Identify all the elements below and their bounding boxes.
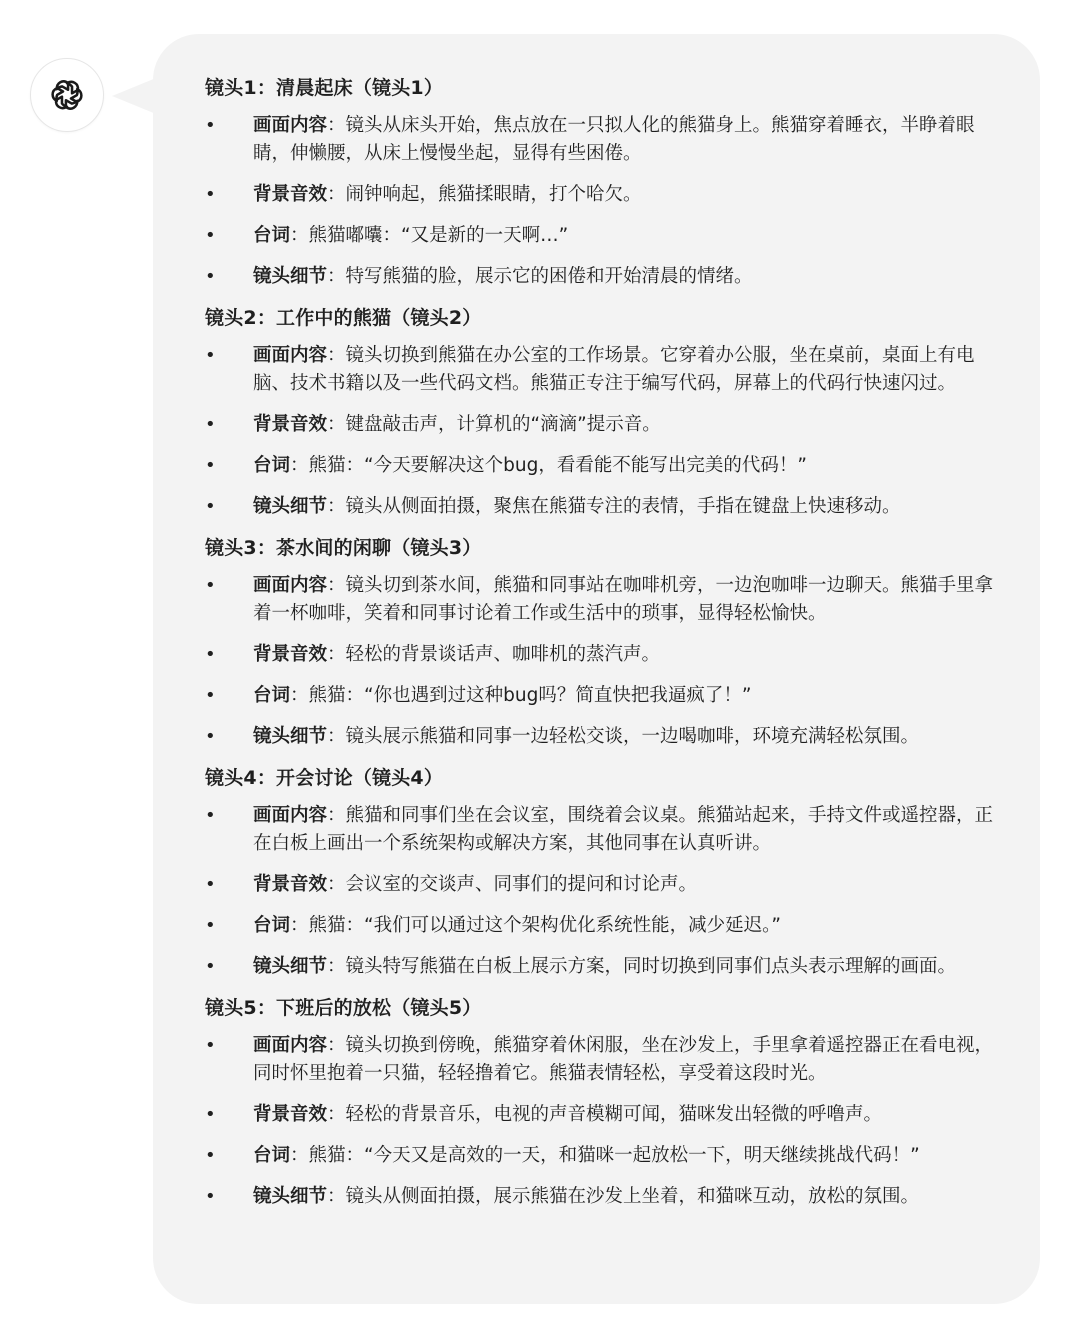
item-separator: ：	[327, 496, 346, 517]
list-item	[205, 871, 1004, 899]
list-item	[205, 723, 1004, 751]
shot-section	[205, 994, 1004, 1211]
item-label: 背景音效	[253, 1104, 328, 1125]
bullet-icon: •	[205, 1035, 216, 1056]
shot-item-list	[205, 342, 1004, 521]
item-text: 镜头从侧面拍摄，聚焦在熊猫专注的表情，手指在键盘上快速移动。	[345, 496, 901, 517]
item-label: 背景音效	[253, 644, 328, 665]
bullet-icon: •	[205, 1104, 216, 1125]
list-item	[205, 493, 1004, 521]
bullet-icon: •	[205, 266, 216, 287]
bullet-icon: •	[205, 644, 216, 665]
bullet-icon: •	[205, 225, 216, 246]
list-item	[205, 112, 1004, 168]
item-text: 键盘敲击声，计算机的“滴滴”提示音。	[345, 414, 661, 435]
bullet-icon: •	[205, 956, 216, 977]
item-separator: ：	[327, 115, 346, 136]
item-label: 台词	[253, 1145, 291, 1166]
item-label: 背景音效	[253, 184, 328, 205]
shot-item-list	[205, 802, 1004, 981]
bullet-icon: •	[205, 184, 216, 205]
list-item	[205, 181, 1004, 209]
storyboard-content	[205, 74, 1004, 1211]
item-separator: ：	[327, 1035, 346, 1056]
bullet-icon: •	[205, 1145, 216, 1166]
item-label: 台词	[253, 685, 291, 706]
list-item	[205, 802, 1004, 858]
shot-section	[205, 304, 1004, 521]
bullet-icon: •	[205, 115, 216, 136]
bullet-icon: •	[205, 414, 216, 435]
shot-section	[205, 534, 1004, 751]
item-separator: ：	[290, 915, 309, 936]
item-separator: ：	[290, 455, 309, 476]
bullet-icon: •	[205, 455, 216, 476]
shot-title: 镜头4：开会讨论（镜头4）	[205, 767, 444, 789]
item-separator: ：	[290, 685, 309, 706]
item-label: 画面内容	[253, 575, 328, 596]
item-label: 画面内容	[253, 805, 328, 826]
item-separator: ：	[327, 805, 346, 826]
item-label: 镜头细节	[253, 266, 328, 287]
item-label: 镜头细节	[253, 956, 328, 977]
item-separator: ：	[327, 575, 346, 596]
item-text: 镜头切到茶水间，熊猫和同事站在咖啡机旁，一边泡咖啡一边聊天。熊猫手里拿着一杯咖啡，笑着和同事讨论着工作或生活中的琐事，显得轻松愉快。	[253, 575, 994, 624]
item-label: 镜头细节	[253, 726, 328, 747]
shot-title: 镜头5：下班后的放松（镜头5）	[205, 997, 482, 1019]
item-text: 熊猫：“今天要解决这个bug，看看能不能写出完美的代码！”	[308, 455, 807, 476]
bullet-icon: •	[205, 805, 216, 826]
list-item	[205, 953, 1004, 981]
list-item	[205, 411, 1004, 439]
shot-section	[205, 74, 1004, 291]
item-label: 背景音效	[253, 414, 328, 435]
list-item	[205, 342, 1004, 398]
item-label: 台词	[253, 915, 291, 936]
item-text: 熊猫：“我们可以通过这个架构优化系统性能，减少延迟。”	[308, 915, 781, 936]
list-item	[205, 1183, 1004, 1211]
item-text: 熊猫嘟囔：“又是新的一天啊…”	[308, 225, 569, 246]
item-separator: ：	[327, 345, 346, 366]
assistant-message-bubble	[153, 34, 1040, 1304]
list-item	[205, 263, 1004, 291]
item-text: 镜头展示熊猫和同事一边轻松交谈，一边喝咖啡，环境充满轻松氛围。	[345, 726, 920, 747]
bullet-icon: •	[205, 1186, 216, 1207]
bullet-icon: •	[205, 726, 216, 747]
item-separator: ：	[327, 726, 346, 747]
shot-item-list	[205, 1032, 1004, 1211]
item-label: 背景音效	[253, 874, 328, 895]
item-separator: ：	[327, 644, 346, 665]
item-text: 轻松的背景音乐，电视的声音模糊可闻，猫咪发出轻微的呼噜声。	[345, 1104, 883, 1125]
bullet-icon: •	[205, 496, 216, 517]
shot-title: 镜头3：茶水间的闲聊（镜头3）	[205, 537, 482, 559]
openai-logo-icon	[46, 74, 88, 116]
shot-section	[205, 764, 1004, 981]
item-separator: ：	[290, 225, 309, 246]
item-separator: ：	[327, 184, 346, 205]
assistant-avatar	[30, 58, 104, 132]
shot-item-list	[205, 112, 1004, 291]
shot-title: 镜头1：清晨起床（镜头1）	[205, 77, 444, 99]
list-item	[205, 641, 1004, 669]
list-item	[205, 572, 1004, 628]
item-label: 台词	[253, 225, 291, 246]
item-text: 熊猫：“你也遇到过这种bug吗？简直快把我逼疯了！”	[308, 685, 752, 706]
item-text: 特写熊猫的脸，展示它的困倦和开始清晨的情绪。	[345, 266, 753, 287]
item-text: 镜头特写熊猫在白板上展示方案，同时切换到同事们点头表示理解的画面。	[345, 956, 957, 977]
item-label: 画面内容	[253, 1035, 328, 1056]
list-item	[205, 1142, 1004, 1170]
bullet-icon: •	[205, 575, 216, 596]
item-separator: ：	[327, 266, 346, 287]
item-separator: ：	[327, 414, 346, 435]
item-text: 镜头切换到傍晚，熊猫穿着休闲服，坐在沙发上，手里拿着遥控器正在看电视，同时怀里抱着一只猫，轻轻撸着它。熊猫表情轻松，享受着这段时光。	[253, 1035, 994, 1084]
item-label: 镜头细节	[253, 496, 328, 517]
bullet-icon: •	[205, 915, 216, 936]
item-separator: ：	[327, 1104, 346, 1125]
item-separator: ：	[327, 956, 346, 977]
item-separator: ：	[290, 1145, 309, 1166]
item-text: 熊猫和同事们坐在会议室，围绕着会议桌。熊猫站起来，手持文件或遥控器，正在白板上画出一个系统架构或解决方案，其他同事在认真听讲。	[253, 805, 994, 854]
item-text: 闹钟响起，熊猫揉眼睛，打个哈欠。	[345, 184, 642, 205]
item-text: 轻松的背景谈话声、咖啡机的蒸汽声。	[345, 644, 661, 665]
item-text: 镜头从床头开始，焦点放在一只拟人化的熊猫身上。熊猫穿着睡衣，半睁着眼睛，伸懒腰，从床上慢慢坐起，显得有些困倦。	[253, 115, 975, 164]
bullet-icon: •	[205, 685, 216, 706]
list-item	[205, 1101, 1004, 1129]
item-text: 会议室的交谈声、同事们的提问和讨论声。	[345, 874, 698, 895]
list-item	[205, 222, 1004, 250]
item-label: 画面内容	[253, 345, 328, 366]
list-item	[205, 1032, 1004, 1088]
shot-title: 镜头2：工作中的熊猫（镜头2）	[205, 307, 482, 329]
item-text: 熊猫：“今天又是高效的一天，和猫咪一起放松一下，明天继续挑战代码！”	[308, 1145, 920, 1166]
item-separator: ：	[327, 874, 346, 895]
item-label: 台词	[253, 455, 291, 476]
list-item	[205, 682, 1004, 710]
bullet-icon: •	[205, 874, 216, 895]
bullet-icon: •	[205, 345, 216, 366]
list-item	[205, 452, 1004, 480]
item-label: 镜头细节	[253, 1186, 328, 1207]
item-text: 镜头切换到熊猫在办公室的工作场景。它穿着办公服，坐在桌前，桌面上有电脑、技术书籍以及一些代码文档。熊猫正专注于编写代码，屏幕上的代码行快速闪过。	[253, 345, 975, 394]
list-item	[205, 912, 1004, 940]
shot-item-list	[205, 572, 1004, 751]
item-label: 画面内容	[253, 115, 328, 136]
item-text: 镜头从侧面拍摄，展示熊猫在沙发上坐着，和猫咪互动，放松的氛围。	[345, 1186, 920, 1207]
item-separator: ：	[327, 1186, 346, 1207]
bubble-tail	[112, 78, 156, 114]
